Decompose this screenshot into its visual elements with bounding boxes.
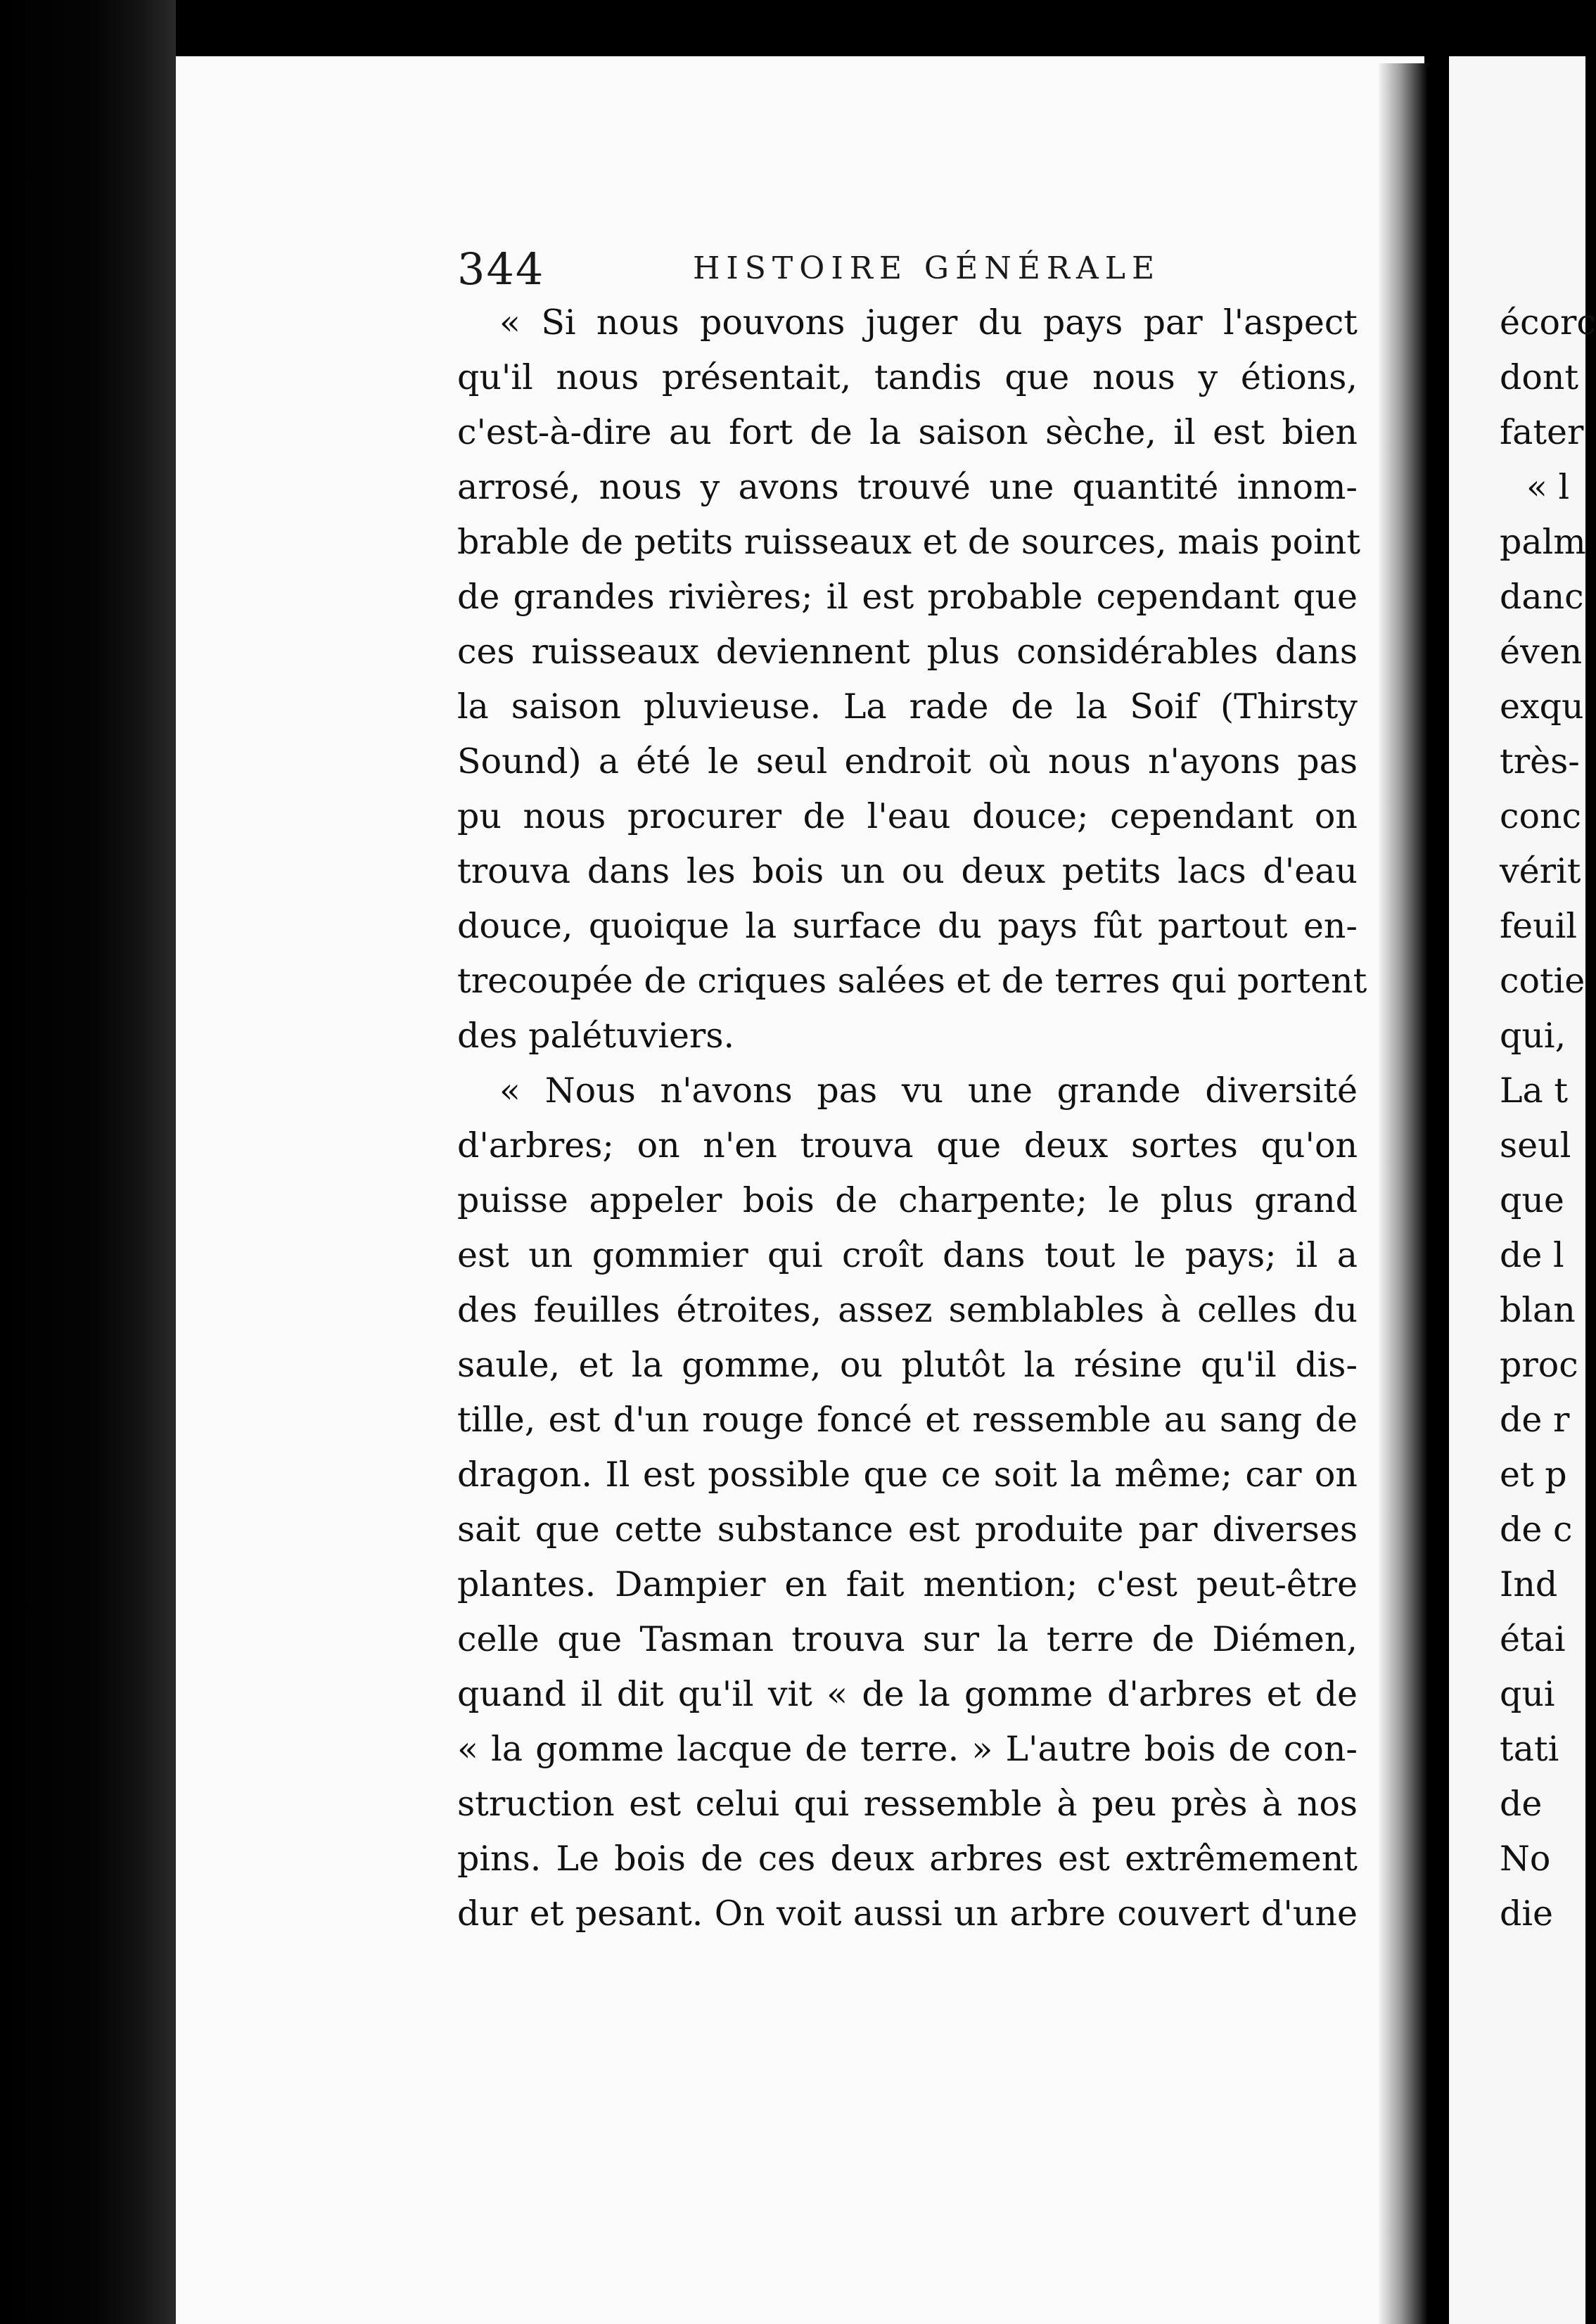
text-line: puisse appeler bois de charpente; le plus grand bbox=[457, 1180, 1358, 1220]
facing-page-fragment: « l bbox=[1526, 467, 1570, 507]
facing-page-fragment: de c bbox=[1500, 1509, 1573, 1550]
text-line: tille, est d'un rouge foncé et ressemble au sang de bbox=[457, 1400, 1358, 1440]
facing-page-fragment: fater bbox=[1500, 412, 1584, 452]
text-line: sait que cette substance est produite par diverses bbox=[457, 1509, 1358, 1550]
scan-border-top bbox=[0, 0, 1585, 56]
facing-page-fragment: seul bbox=[1500, 1125, 1571, 1166]
text-line: trouva dans les bois un ou deux petits lacs d'eau bbox=[457, 851, 1358, 891]
text-line: ces ruisseaux deviennent plus considérables dans bbox=[457, 632, 1358, 672]
facing-page-fragment: feuil bbox=[1500, 906, 1578, 946]
running-title: HISTOIRE GÉNÉRALE bbox=[693, 250, 1161, 286]
text-line: plantes. Dampier en fait mention; c'est peut-être bbox=[457, 1564, 1358, 1604]
text-line: « Si nous pouvons juger du pays par l'aspect bbox=[499, 302, 1358, 343]
facing-page-fragment: La t bbox=[1500, 1071, 1569, 1111]
text-line: trecoupée de criques salées et de terres qui portent bbox=[457, 961, 1367, 1001]
facing-page-fragment: écorc bbox=[1500, 302, 1596, 343]
facing-page-fragment: palm bbox=[1500, 522, 1586, 562]
facing-page-fragment: que bbox=[1500, 1180, 1564, 1220]
facing-page-fragment: blan bbox=[1500, 1290, 1576, 1330]
text-line: struction est celui qui ressemble à peu près à nos bbox=[457, 1784, 1358, 1824]
facing-page-fragment: très- bbox=[1500, 741, 1580, 781]
facing-page-fragment: étai bbox=[1500, 1619, 1566, 1659]
page-number: 344 bbox=[457, 243, 545, 295]
facing-page bbox=[1449, 56, 1596, 2324]
text-line: dragon. Il est possible que ce soit la même; car on bbox=[457, 1455, 1358, 1495]
facing-page-fragment: qui, bbox=[1500, 1016, 1566, 1056]
text-line: pu nous procurer de l'eau douce; cependant on bbox=[457, 796, 1358, 836]
facing-page-fragment: vérit bbox=[1500, 851, 1581, 891]
text-line: « Nous n'avons pas vu une grande diversité bbox=[499, 1071, 1358, 1111]
text-line: des feuilles étroites, assez semblables à celles du bbox=[457, 1290, 1358, 1330]
text-line: brable de petits ruisseaux et de sources, mais point bbox=[457, 522, 1361, 562]
facing-page-fragment: et p bbox=[1500, 1455, 1567, 1495]
facing-page-fragment: dont bbox=[1500, 357, 1579, 397]
facing-page-fragment: die bbox=[1500, 1894, 1554, 1934]
text-line: douce, quoique la surface du pays fût partout en- bbox=[457, 906, 1358, 946]
facing-page-fragment: qui bbox=[1500, 1674, 1555, 1714]
page-body-text bbox=[457, 295, 1367, 1941]
text-line: c'est-à-dire au fort de la saison sèche, il est bien bbox=[457, 412, 1358, 452]
facing-page-fragment: No bbox=[1500, 1839, 1551, 1879]
text-line: pins. Le bois de ces deux arbres est extrêmement bbox=[457, 1839, 1358, 1879]
text-line: qu'il nous présentait, tandis que nous y étions, bbox=[457, 357, 1358, 397]
facing-page-fragment: Ind bbox=[1500, 1564, 1558, 1604]
running-head bbox=[457, 243, 1414, 293]
text-line: Sound) a été le seul endroit où nous n'ayons pas bbox=[457, 741, 1358, 781]
facing-page-fragment: danc bbox=[1500, 577, 1584, 617]
text-line: d'arbres; on n'en trouva que deux sortes qu'on bbox=[457, 1125, 1358, 1166]
text-line: quand il dit qu'il vit « de la gomme d'arbres et de bbox=[457, 1674, 1358, 1714]
text-line: saule, et la gomme, ou plutôt la résine qu'il dis- bbox=[457, 1345, 1358, 1385]
facing-page-fragment: exqu bbox=[1500, 687, 1584, 727]
text-line: est un gommier qui croît dans tout le pays; il a bbox=[457, 1235, 1358, 1275]
facing-page-fragment: de l bbox=[1500, 1235, 1564, 1275]
page-gutter-gap bbox=[1428, 0, 1449, 2324]
facing-page-fragment: de r bbox=[1500, 1400, 1570, 1440]
book-edge-left bbox=[0, 0, 176, 2324]
text-line: des palétuviers. bbox=[457, 1016, 735, 1056]
text-line: arrosé, nous y avons trouvé une quantité innom- bbox=[457, 467, 1358, 507]
text-line: de grandes rivières; il est probable cependant que bbox=[457, 577, 1358, 617]
facing-page-fragment: conc bbox=[1500, 796, 1581, 836]
facing-page-fragment: tati bbox=[1500, 1729, 1559, 1769]
text-line: dur et pesant. On voit aussi un arbre couvert d'une bbox=[457, 1894, 1358, 1934]
facing-page-fragment: de bbox=[1500, 1784, 1543, 1824]
text-line: celle que Tasman trouva sur la terre de Diémen, bbox=[457, 1619, 1358, 1659]
facing-page-fragment: éven bbox=[1500, 632, 1583, 672]
text-line: la saison pluvieuse. La rade de la Soif (Thirsty bbox=[457, 687, 1358, 727]
facing-page-fragment: proc bbox=[1500, 1345, 1578, 1385]
text-line: « la gomme lacque de terre. » L'autre bois de con- bbox=[457, 1729, 1358, 1769]
facing-page-fragment: cotie bbox=[1500, 961, 1585, 1001]
page-fold-shadow bbox=[1379, 63, 1428, 2324]
